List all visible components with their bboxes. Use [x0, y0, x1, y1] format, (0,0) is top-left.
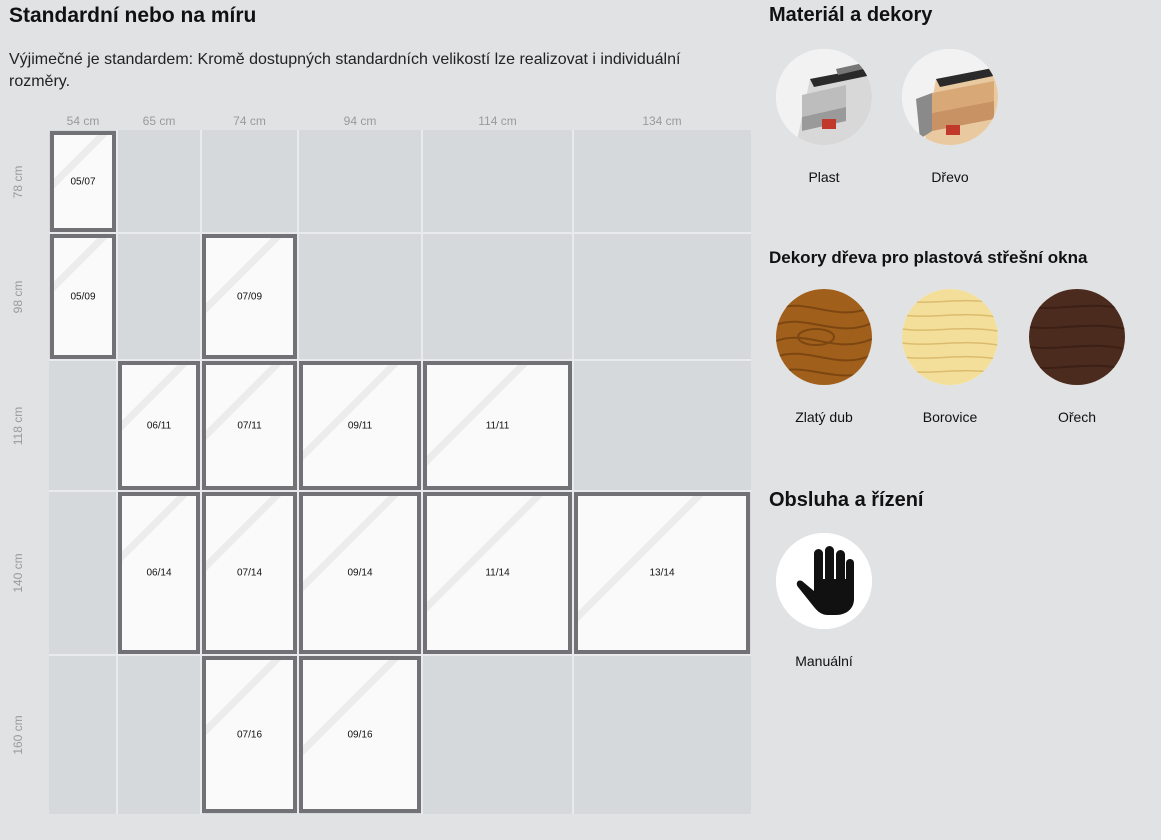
- row-height-label: 98 cm: [11, 280, 25, 313]
- window-size-code: 11/11: [485, 420, 510, 431]
- material-option-drevo[interactable]: [890, 49, 1010, 185]
- wood-frame-profile-icon: [902, 49, 998, 145]
- window-size-code: 07/14: [236, 567, 263, 579]
- hand-icon: [776, 533, 872, 629]
- grid-row-divider: [49, 232, 751, 234]
- golden-oak-swatch: [776, 289, 872, 385]
- window-size-06-11[interactable]: [118, 361, 200, 490]
- window-size-code: 07/09: [236, 291, 263, 302]
- window-size-code: 07/11: [237, 420, 262, 431]
- window-size-09-11[interactable]: [299, 361, 421, 490]
- intro-text: Výjimečné je standardem: Kromě dostupných standardních velikostí lze realizovat i individuální rozměry.: [9, 51, 681, 90]
- pine-swatch: [902, 289, 998, 385]
- walnut-swatch: [1029, 289, 1125, 385]
- material-section-title: Materiál a dekory: [769, 4, 933, 26]
- decor-option-zlaty-dub[interactable]: [764, 289, 884, 425]
- window-size-code: 09/16: [347, 729, 373, 740]
- row-height-label: 78 cm: [11, 165, 25, 198]
- row-height-label: 160 cm: [11, 714, 25, 755]
- decors-section-title: Dekory dřeva pro plastová střešní okna: [769, 248, 1088, 267]
- material-label-drevo: Dřevo: [931, 169, 969, 185]
- window-size-code: 06/14: [146, 567, 172, 579]
- material-option-plast[interactable]: [764, 49, 884, 185]
- window-size-11-11[interactable]: [423, 361, 572, 490]
- window-size-code: 09/11: [347, 420, 373, 431]
- window-size-code: 11/14: [485, 567, 510, 579]
- window-size-code: 05/09: [70, 291, 96, 302]
- window-size-11-14[interactable]: [423, 492, 572, 654]
- window-size-code: 05/07: [70, 176, 96, 187]
- row-height-label: 140 cm: [11, 553, 25, 593]
- operation-section-title: Obsluha a řízení: [769, 489, 924, 511]
- operation-option-manual[interactable]: [764, 533, 884, 669]
- column-width-label: 54 cm: [66, 114, 100, 128]
- window-size-05-07[interactable]: [50, 131, 116, 232]
- operation-label-manual: Manuální: [795, 653, 853, 669]
- window-size-09-14[interactable]: [299, 492, 421, 654]
- window-size-13-14[interactable]: [574, 492, 750, 654]
- column-width-label: 114 cm: [478, 114, 517, 128]
- window-size-07-14[interactable]: [202, 492, 297, 654]
- row-height-label: 118 cm: [11, 406, 25, 445]
- decor-label-zlaty-dub: Zlatý dub: [795, 409, 853, 425]
- window-size-07-16[interactable]: [202, 656, 297, 813]
- decor-option-borovice[interactable]: [890, 289, 1010, 425]
- window-size-07-09[interactable]: [202, 234, 297, 359]
- decor-label-borovice: Borovice: [922, 409, 978, 425]
- window-size-code: 07/16: [236, 729, 263, 740]
- column-width-label: 65 cm: [142, 114, 176, 128]
- window-size-code: 09/14: [347, 567, 373, 579]
- window-size-06-14[interactable]: [118, 492, 200, 654]
- decor-option-orech[interactable]: [1017, 289, 1137, 425]
- column-width-label: 134 cm: [642, 114, 682, 128]
- decor-label-orech: Ořech: [1057, 409, 1097, 425]
- window-size-09-16[interactable]: [299, 656, 421, 813]
- window-size-07-11[interactable]: [202, 361, 297, 490]
- page-title: Standardní nebo na míru: [9, 4, 257, 27]
- column-width-label: 94 cm: [343, 114, 377, 128]
- window-size-05-09[interactable]: [50, 234, 116, 359]
- plastic-frame-profile-icon: [776, 49, 872, 145]
- window-size-code: 06/11: [146, 420, 172, 431]
- material-label-plast: Plast: [808, 169, 840, 185]
- window-size-code: 13/14: [649, 567, 675, 579]
- column-width-label: 74 cm: [233, 114, 266, 128]
